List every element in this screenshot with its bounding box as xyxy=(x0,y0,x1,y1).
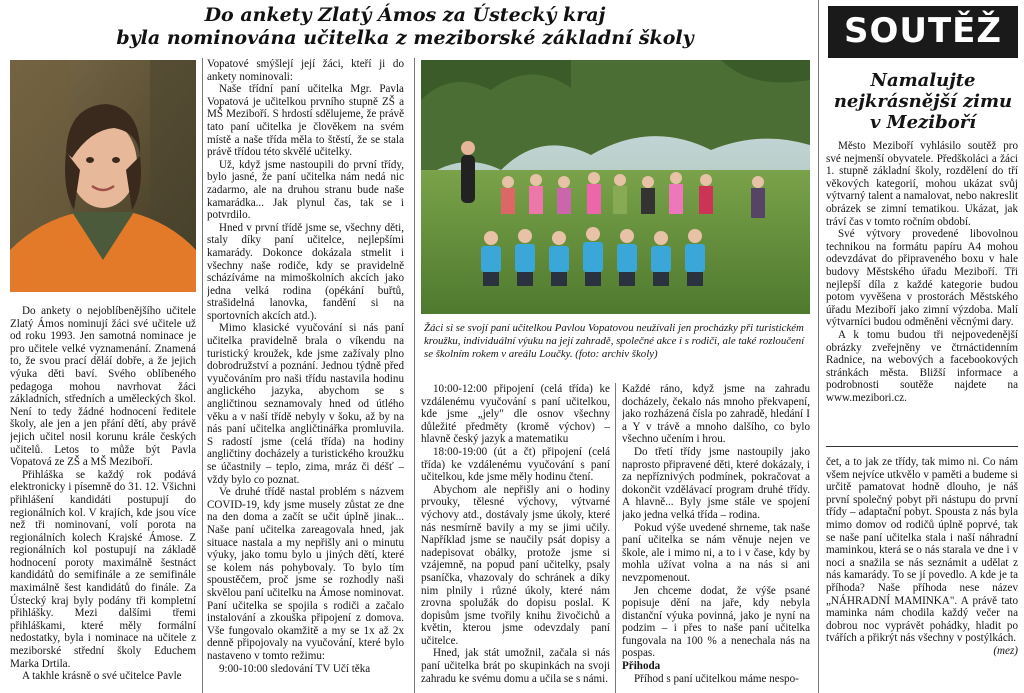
col2-paragraph: Vopatové smýšlejí její žáci, kteří ji do ankety nominovali: xyxy=(207,58,404,83)
column-1 xyxy=(10,305,196,693)
col2-paragraph: Mimo klasické vyučování si nás paní učitelka pravidelně brala o víkendu na turistický kroužek, kde jsme zažívaly plno dobrodružství a poznání. Jednou týdně před vyučováním pro naši třídu nastavila hodinu anglického jazyka, abychom se s angličtinou seznamovaly hned od útlého věku a v naší třídě nebyly v šoku, až by na nás paní učitelka angličtinářka promluvila. S radostí jsme (celá třída) na hodiny angličtiny docházely a turistického kroužku se účastnily – teplo, zima, mráz či déšť – vždy bylo co poznat. xyxy=(207,322,404,486)
column-2 xyxy=(207,58,404,693)
horizontal-rule xyxy=(826,446,1018,447)
contest-paragraph: A k tomu budou tři nejpovedenější obrázky zveřejněny ve čtrnáctidenním Radnice, na webových a facebookových stránkách města. Bližší informace a podrobnosti soutěže najdete na www.mezibori.cz. xyxy=(826,328,1018,404)
headline-line-1: Do ankety Zlatý Ámos za Ústecký kraj xyxy=(204,4,606,26)
col3-paragraph: Abychom ale nepřišly ani o hodiny prvouky, tělesné výchovy, výtvarné výchovy atd., dostávaly jsme úkoly, které nás nesmírně bavily a my se jimi učily. Například jsme se naučily psát dopisy a nadepisovat obálky, protože jsme si vzájemně, na popud paní učitelky, psaly psaníčka, vhazovaly do schránek a díky nim plnily i různé úkoly, které nám zrovna spolužák do dopisu poslal. K dopisům jsme tvořily knihu živočichů a květin, kterou jsme odevzdaly paní učitelce. xyxy=(421,483,610,647)
col4-paragraph: Jen chceme dodat, že výše psané popisuje dění na jaře, kdy nebyla distanční výuka povinná, jako je nyní na podzim – i přes to naše paní učitelka fungovala na 100 % a nenechala nás na pospas. xyxy=(622,584,810,660)
column-3 xyxy=(421,383,610,693)
article-signature: (mez) xyxy=(993,644,1018,657)
headline-line-2: byla nominována učitelka z meziborské základní školy xyxy=(116,27,694,49)
article-headline xyxy=(0,4,810,50)
col3-paragraph: Hned, jak stát umožnil, začala si nás paní učitelka brát po skupinkách na svoji zahradu ke svému domu a učila se s námi. xyxy=(421,647,610,685)
col3-paragraph: 10:00-12:00 připojení (celá třída) ke vzdálenému vyučování s paní učitelkou, kde jsme „jely" dle osnov všechny důležité předměty (kromě výchov) – hlavně český jazyk a matematiku xyxy=(421,383,610,446)
contest-paragraph: Město Meziboří vyhlásilo soutěž pro své nejmenší obyvatele. Předškoláci a žáci 1. stupně základní školy, rozdělení do tří věkových kategorií, mohou ukázat svůj výtvarný talent a namalovat, nebo nakreslit obrázek se zimní tematikou. Ukázat, jak tráví čas v tomto ročním období. xyxy=(826,140,1018,228)
class-group-photo xyxy=(421,60,810,314)
col2-paragraph: Už, když jsme nastoupili do první třídy, bylo jasné, že paní učitelka nám nedá nic zadarmo, ale na druhou stranu bude naše kamarádka... Jak plynul čas, tak se i potvrdilo. xyxy=(207,158,404,222)
col4-paragraph: Do třetí třídy jsme nastoupily jako naprosto připravené děti, které dokázaly, i za nepříznivých podmínek, pokračovat a dokončit vzdělávací program druhé třídy. A hlavně... Byly jsme stále ve spojení jako jedna velká třída – rodina. xyxy=(622,445,810,521)
caption-credit: (foto: archiv školy) xyxy=(575,347,658,360)
col2-paragraph: 9:00-10:00 sledování TV Učí těka xyxy=(219,662,371,675)
portrait-image xyxy=(10,60,196,292)
contest-article xyxy=(826,140,1018,434)
contest-paragraph: Své výtvory provedené libovolnou technikou na formátu papíru A4 mohou odevzdávat do připraveného boxu v hale budovy Městského úřadu Meziboří. Tři nejlepší díla z každé kategorie budou potom vyvěšena v prostorách Městského úřadu Meziboří jako zimní výzdoba. Malí výtvarníci budou odměněni věcnými dary. xyxy=(826,228,1018,329)
col1-paragraph: A takhle krásně o své učitelce Pavle xyxy=(22,670,182,683)
column-4 xyxy=(622,383,810,693)
col1-paragraph: Přihláška se každý rok podává elektronicky i písemně do 31. 12. Všichni přihlášení kandidáti postupují do regionálních kol. V krajích, kde jsou více než tři nominovaní, volí porota na regionálních kolech Krajské Ámose. Z regionálních kol postupují na základě hodnocení poroty maximálně šestnáct kandidátů do semifinále a ze semifinále maximálně šest kandidátů do finále. Za Ústecký kraj byly podány tři kompletní přihlášky. Mezi dalšími třemi přihláškami, které měly formální nedostatky, byla i nominace na učitele z meziborské střední školy Educhem Marka Drtila. xyxy=(10,468,196,670)
photo-caption xyxy=(424,322,808,382)
sidebar-divider xyxy=(818,0,819,693)
col2-paragraph: Naše třídní paní učitelka Mgr. Pavla Vopatová je učitelkou prvního stupně ZŠ a MŠ Meziboří. S hrdostí sdělujeme, že právě tato paní učitelka je člověkem na svém místě a naše třída měla to štěstí, že se stala právě třídou této skvělé učitelky. xyxy=(207,83,404,159)
column-divider xyxy=(615,383,616,693)
group-image xyxy=(421,60,810,314)
column-divider xyxy=(414,58,415,693)
contest-badge: SOUTĚŽ xyxy=(828,6,1018,58)
caption-text: Žáci si se svojí paní učitelkou Pavlou Vopatovou neužívali jen procházky při turistickém kroužku, individuální výuku na její zahradě, společné akce i s rodiči, ale také rozloučení se školním rokem v areálu Loučky. xyxy=(424,322,805,360)
teacher-portrait-photo xyxy=(10,60,196,292)
col3-paragraph: 18:00-19:00 (út a čt) připojení (celá třída) ke vzdálenému vyučování s paní učitelkou, kde jsme měly hodinu čtení. xyxy=(421,445,610,484)
col4-subheading: Přihoda xyxy=(622,660,661,673)
column-5 xyxy=(826,456,1018,693)
col2-paragraph: Hned v první třídě jsme se, všechny děti, staly díky paní učitelce, nejlepšími kamarády. Dokonce dokázala stmelit i všechny naše rodiče, kdy se pravidelně scházíváme na mimoškolních akcích jako jedna velká rodina (opékání buřtů, strašidelná lanovka, fandění si na sportovních akcích atd.). xyxy=(207,221,404,322)
col5-paragraph: čet, a to jak ze třídy, tak mimo ni. Co nám všem nejvíce utkvělo v paměti a budeme si určitě pamatovat hodně dlouho, je náš první společný pobyt při nástupu do první třídy – adaptační pobyt. Spousta z nás byla mimo domov od rodičů úplně poprvé, tak se naše paní učitelka stala i naší náhradní maminkou, která se o nás starala ve dne i v noci a snažila se nás seznámit a udělat z nás kamarády. To se jí povedlo. A kde je ta příhoda? Naše příhoda nese název „NÁHRADNÍ MAMINKA". A právě tato maminka nám chodila každý večer na dobrou noc vyprávět pohádky, hladit po tvářích a přikrýt nás všechny v postýlkách. xyxy=(826,456,1018,645)
col2-paragraph: Ve druhé třídě nastal problém s názvem COVID-19, kdy jsme musely zůstat ze dne na den doma a začít se učit úplně jinak... Naše paní učitelka zareagovala hned, jak situace nastala a my nepřišly ani o minutu výuky, jako tomu bylo u jiných dětí, které se kolem nás pohybovaly. To bylo tím spoustěčem, proč jsme se rozhodly naši skvělou paní učitelku na Ámose nominovat. Paní učitelka se spojila s rodiči a začalo instalování a zkouška připojení z domova. Vše fungovalo okamžitě a my se 1x až 2x denně připojovaly na vyučování, které bylo nastaveno v tomto režimu: xyxy=(207,486,404,662)
contest-title: Namalujte nejkrásnější zimu v Meziboří xyxy=(833,70,1013,133)
col4-paragraph: Každé ráno, když jsme na zahradu docházely, čekalo nás mnoho překvapení, jako rozházená čísla po zahradě, hledání I a Y v trávě a mnoho dalšího, co bylo všechno učením i hrou. xyxy=(622,383,810,446)
column-divider xyxy=(202,58,203,693)
col1-paragraph: Do ankety o nejoblíbenějšího učitele Zlatý Ámos nominují žáci své učitele už od roku 1993. Jen samotná nominace je pro učitele velké vyznamenání. Znamená to, že svou prací děláí dobře, a že jejich výuka děti baví. Svého oblíbeného pedagoga mohou navrhovat žáci základních, středních a uměleckých škol. Není to tedy žádné hodnocení ředitele školy, ale jen a jen přání dětí, aby právě jejich učitel nosil korunu krále českých učitelů. Letos to může být Pavla Vopatová ze ZŠ a MŠ Meziboří. xyxy=(10,305,196,469)
col4-paragraph: Pokud výše uvedené shrneme, tak naše paní učitelka se nám věnuje nejen ve škole, ale i mimo ni, a to i v čase, kdy by mohla užívat volna a na nás si ani nevzpomenout. xyxy=(622,521,810,584)
col4-last-line: Příhod s paní učitelkou máme nespo- xyxy=(634,672,799,685)
